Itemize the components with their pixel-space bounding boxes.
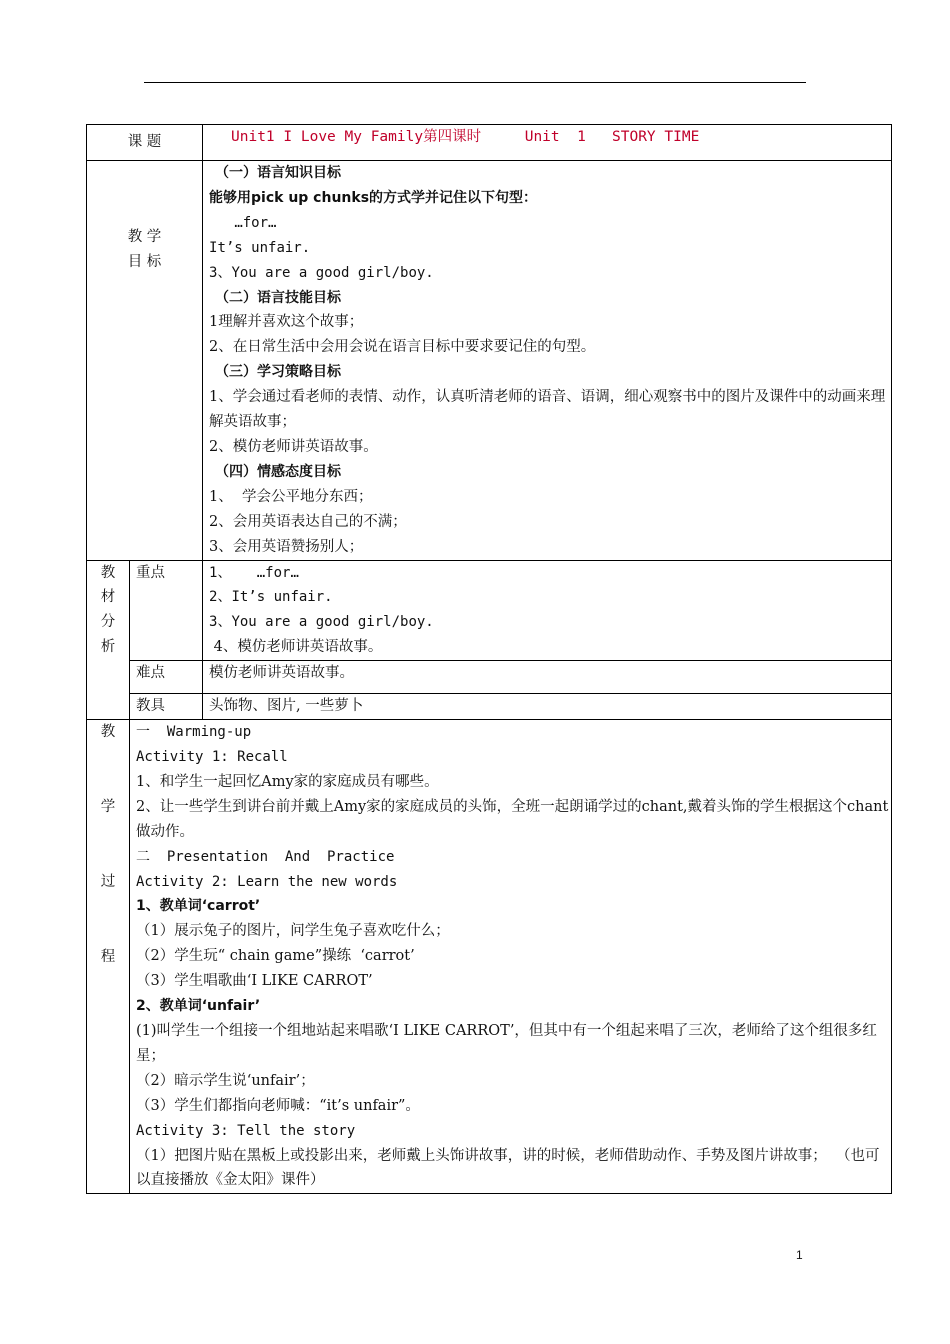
goals-label-cell [87, 161, 203, 561]
difficulty-label: 难点 [130, 661, 203, 694]
process-line: Activity 3: Tell the story [136, 1122, 356, 1139]
process-line: (1)叫学生一个组接一个组地站起来唱歌‘I LIKE CARROT’，但其中有一个组起来唱了三次，老师给了这个组很多红星； [136, 1023, 877, 1064]
goal-line: （三）学习策略目标 [215, 364, 342, 381]
process-label-char: 过 [100, 873, 116, 890]
goal-line: 2、在日常生活中会用会说在语言目标中要求要记住的句型。 [209, 339, 596, 356]
goals-row [87, 161, 892, 561]
goal-line: It’s unfair. [209, 239, 311, 256]
process-line: （1）把图片贴在黑板上或投影出来，老师戴上头饰讲故事，讲的时候，老师借助动作、手势及图片讲故事； （也可以直接播放《金太阳》课件） [136, 1147, 880, 1189]
process-line: （2）暗示学生说‘unfair’； [136, 1072, 315, 1089]
topic-label-cell [87, 125, 203, 161]
goal-line: 3、会用英语赞扬别人； [209, 538, 364, 555]
lesson-plan-table [86, 124, 892, 1194]
difficulty-content: 模仿老师讲英语故事。 [203, 661, 892, 694]
analysis-tools-row [87, 694, 892, 720]
process-line: Activity 2: Learn the new words [136, 873, 398, 890]
process-line: 2、教单词‘unfair’ [136, 998, 261, 1015]
analysis-label-cell [87, 560, 130, 720]
key-point-line: 2、It’s unfair. [209, 589, 333, 606]
goals-content [203, 161, 892, 561]
process-line: 2、让一些学生到讲台前并戴上Amy家的家庭成员的头饰，全班一起朗诵学过的chant,戴着头饰的学生根据这个chant做动作。 [136, 798, 889, 840]
goal-line: （一）语言知识目标 [215, 165, 342, 181]
goal-line: 3、You are a good girl/boy. [209, 264, 434, 281]
process-label-cell [87, 720, 130, 1194]
goal-line: 1、 学会公平地分东西； [209, 488, 373, 505]
tools-label: 教具 [130, 694, 203, 720]
process-line: （1）展示兔子的图片，问学生兔子喜欢吃什么； [136, 923, 450, 940]
analysis-label-char: 教 [100, 564, 116, 581]
analysis-keypoints-row [87, 560, 892, 661]
analysis-label-char: 析 [100, 639, 116, 656]
process-line: 1、教单词‘carrot’ [136, 898, 261, 915]
goals-label-line: 目 标 [127, 253, 162, 270]
key-points-content [203, 560, 892, 661]
process-label-char: 学 [100, 799, 116, 816]
topic-row [87, 125, 892, 161]
process-line: （3）学生们都指向老师喊：“it’s unfair”。 [136, 1097, 420, 1114]
process-line: （3）学生唱歌曲‘I LIKE CARROT’ [136, 973, 373, 990]
key-point-line: 4、模仿老师讲英语故事。 [209, 639, 383, 656]
key-points-label: 重点 [130, 560, 203, 661]
goal-line: …for… [209, 214, 277, 231]
goal-line: （二）语言技能目标 [215, 289, 342, 306]
process-label-char: 程 [100, 948, 116, 965]
process-line: 1、和学生一起回忆Amy家的家庭成员有哪些。 [136, 773, 439, 790]
process-row [87, 720, 892, 1194]
process-content [130, 720, 892, 1194]
goal-line: 能够用pick up chunks的方式学并记住以下句型： [209, 189, 538, 206]
goal-line: 2、会用英语表达自己的不满； [209, 513, 407, 530]
process-line: Activity 1: Recall [136, 749, 288, 766]
topic-label: 课 题 [127, 134, 162, 150]
lesson-title: Unit1 I Love My Family第四课时 Unit 1 STORY TIME [203, 125, 892, 161]
goal-line: 2、模仿老师讲英语故事。 [209, 438, 378, 455]
tools-content: 头饰物、图片, 一些萝卜 [203, 694, 892, 720]
analysis-difficulty-row [87, 661, 892, 694]
goal-line: 1、学会通过看老师的表情、动作，认真听清老师的语音、语调，细心观察书中的图片及课件中的动画来理解英语故事； [209, 389, 886, 431]
process-line: 一 Warming-up [136, 724, 252, 741]
key-point-line: 3、You are a good girl/boy. [209, 614, 434, 631]
goals-label-line: 教 学 [127, 229, 162, 245]
page-number: 1 [796, 1248, 803, 1262]
process-line: 二 Presentation And Practice [136, 848, 395, 865]
key-point-line: 1、 …for… [209, 564, 299, 581]
goal-line: （四）情感态度目标 [215, 463, 342, 480]
goal-line: 1理解并喜欢这个故事； [209, 314, 364, 331]
analysis-label-char: 材 [100, 589, 116, 606]
process-line: （2）学生玩“ chain game”操练 ‘carrot’ [136, 948, 415, 965]
analysis-label-char: 分 [100, 614, 116, 631]
header-rule [144, 82, 806, 83]
process-label-char: 教 [100, 724, 116, 741]
